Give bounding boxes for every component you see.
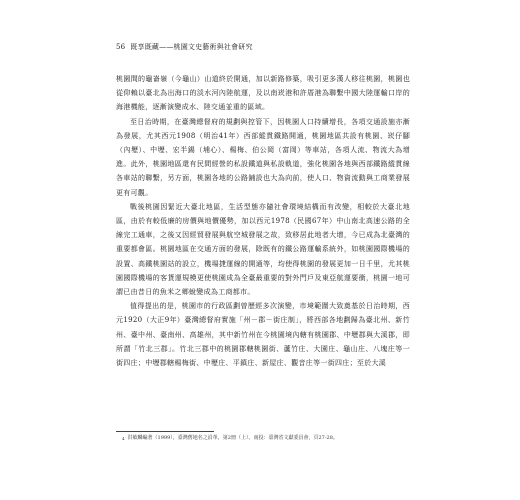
footnote-mark: 4 (122, 436, 125, 441)
footnote (122, 435, 422, 442)
paragraph: 桃園間的龜崙嶺（今龜山）山道終於開通，加以新路修築，吸引更多漢人移往桃園，桃園也從仰賴以臺北為出海口的淡水河內陸航運，及以南崁港和許厝港為聯繫中國大陸運輸口岸的海港機能，逐漸演變成水、陸交通並重的區域。 (116, 75, 410, 112)
page-number: 56 (116, 43, 126, 51)
running-header (116, 43, 416, 52)
paragraph: 至日治時期，在臺灣總督府的規劃與控管下，因桃園人口持續增長，各項交通設施亦漸為發展，尤其西元1908（明治41年）西部縱貫鐵路開通，桃園地區共設有桃園、崁仔腳（內壢）、中壢、宏半錫（埔心）、楊梅、伯公岡（富岡）等車站，各項人流、物流大為增進。此外，桃園地區還有民間經營的私設鐵道與私設軌道，強化桃園各地與西部鐵路縱貫線各車站的聯繫，另方面，桃園各地的公路鋪設也大為向前，使人口、物資流動與工商業發展更有可觀。 (116, 117, 410, 197)
paragraph: 戰後桃園因緊近大臺北地區，生活型態亦隨社會環境結構而有改變，相較於大臺北地區，由於有較低廉的房價與地價優勢，加以西元1978（民國67年）中山南北高速公路的全線完工通車，之後又因經貿發展與航空城發展之故，致移居此地者大增，今已成為北臺灣的重要都會區。桃園地區在交通方面的發展，除既有的鐵公路運輸系統外，如桃園國際機場的設置、高鐵桃園站的設立，機場捷運線的開通等，均使得桃園的發展更加一日千里，尤其桃園國際機場的客貨運規模更使桃園成為全臺最重要的對外門戶及東亞航運要衝，桃園一地可謂已由昔日的魚米之鄉蛻變成為工商都市。 (116, 202, 410, 297)
running-title: 既享既藏——桃園文史藝術與社會研究 (130, 43, 253, 51)
footnote-divider (116, 431, 214, 432)
paragraph: 值得提出的是，桃園市的行政區劃曾歷經多次演變，市境範圍大致奠基於日治時期，西元1920（大正9年）臺灣總督府實施「州－郡－街庄制」，將西部各地劃歸為臺北州、新竹州、臺中州、臺南州、高雄州，其中新竹州在今桃園境內轄有桃園郡、中壢郡與大溪郡，即所謂「竹北三郡」。竹北三郡中的桃園郡轄桃園街、蘆竹庄、大園庄、龜山庄、八塊庄等一街四庄；中壢郡轄楊梅街、中壢庄、平鎮庄、新屋庄、觀音庄等一街四庄；至於大溪 (116, 302, 410, 368)
footnote-text: 洪敏麟編著（1999），臺灣舊地名之沿革，第2冊（上）。南投：臺灣省文獻委員會，頁27-28。 (127, 435, 338, 441)
body-text (116, 72, 410, 370)
